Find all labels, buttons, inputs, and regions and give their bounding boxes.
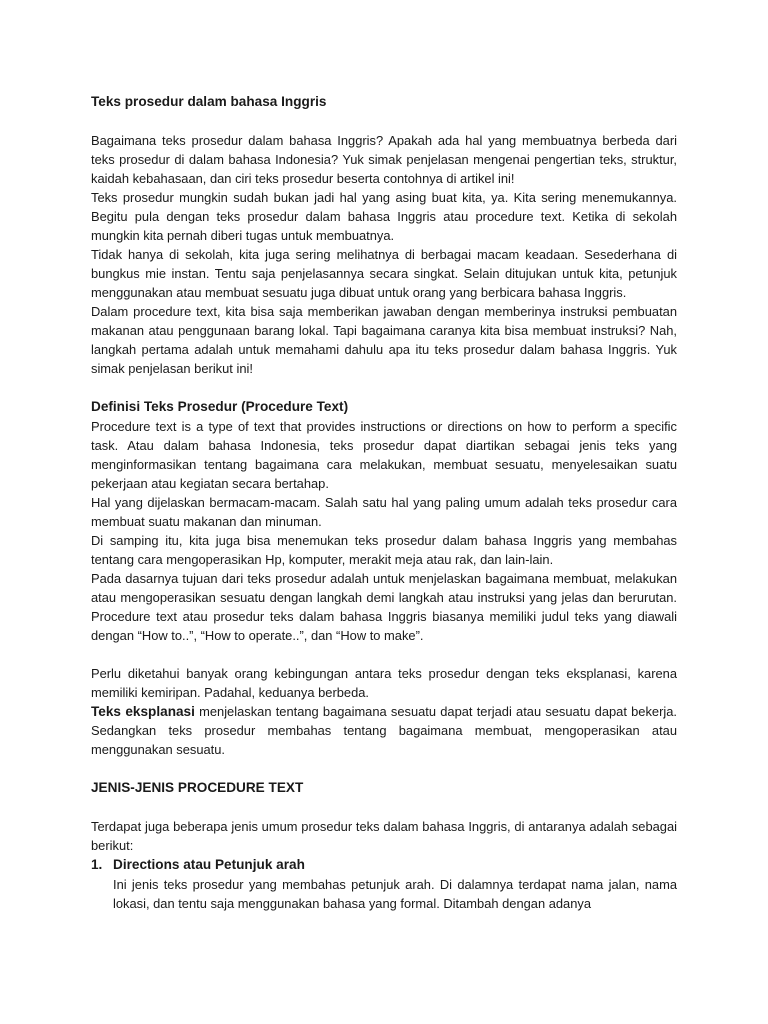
- intro-paragraph-1: Bagaimana teks prosedur dalam bahasa Inggris? Apakah ada hal yang membuatnya berbeda dari teks prosedur di dalam bahasa Indonesia? Yuk simak penjelasan mengenai pengertian teks, struktur, kaidah kebahasaan, dan ciri teks prosedur beserta contohnya di artikel ini!: [91, 133, 677, 186]
- list-item: [91, 855, 677, 913]
- types-heading: JENIS-JENIS PROCEDURE TEXT: [91, 780, 304, 795]
- spacer: [91, 378, 677, 397]
- intro-paragraph-4: Dalam procedure text, kita bisa saja memberikan jawaban dengan memberinya instruksi pembuatan makanan atau penggunaan barang lokal. Tapi bagaimana caranya kita bisa membuat instruksi? Nah, langkah pertama adalah untuk memahami dahulu apa itu teks prosedur dalam bahasa Inggris. Yuk simak penjelasan berikut ini!: [91, 304, 677, 376]
- spacer: [91, 112, 677, 131]
- comparison-paragraph: [91, 702, 677, 759]
- document-page: [91, 92, 677, 1024]
- comparison-text: menjelaskan tentang bagaimana sesuatu dapat terjadi atau sesuatu dapat bekerja. Sedangkan teks prosedur membahas tentang bagaimana membuat, mengoperasikan atau menggunakan sesuatu.: [91, 704, 677, 757]
- comparison-intro: Perlu diketahui banyak orang kebingungan antara teks prosedur dengan teks eksplanasi, karena memiliki kemiripan. Padahal, keduanya berbeda.: [91, 666, 677, 700]
- document-body: [91, 92, 677, 913]
- intro-paragraph-2: Teks prosedur mungkin sudah bukan jadi hal yang asing buat kita, ya. Kita sering menemukannya. Begitu pula dengan teks prosedur dalam bahasa Inggris atau procedure text. Ketika di sekolah mungkin kita pernah diberi tugas untuk membuatnya.: [91, 190, 677, 243]
- types-intro: Terdapat juga beberapa jenis umum prosedur teks dalam bahasa Inggris, di antaranya adalah sebagai berikut:: [91, 819, 677, 853]
- types-list: [91, 855, 677, 913]
- spacer: [91, 645, 677, 664]
- spacer: [91, 798, 677, 817]
- definition-paragraph-3: Di samping itu, kita juga bisa menemukan teks prosedur dalam bahasa Inggris yang membahas tentang cara mengoperasikan Hp, komputer, merakit meja atau rak, dan lain-lain.: [91, 533, 677, 567]
- list-item-title: Directions atau Petunjuk arah: [113, 857, 305, 872]
- list-item-text: Ini jenis teks prosedur yang membahas petunjuk arah. Di dalamnya terdapat nama jalan, nama lokasi, dan tentu saja menggunakan bahasa yang formal. Ditambah dengan adanya: [113, 877, 677, 911]
- definition-paragraph-1: Procedure text is a type of text that provides instructions or directions on how to perform a specific task. Atau dalam bahasa Indonesia, teks prosedur dapat diartikan sebagai jenis teks yang menginformasikan tentang bagaimana cara melakukan, membuat sesuatu, menyelesaikan suatu pekerjaan atau kegiatan secara bertahap.: [91, 419, 677, 491]
- comparison-bold-term: Teks eksplanasi: [91, 704, 195, 719]
- definition-paragraph-4: Pada dasarnya tujuan dari teks prosedur adalah untuk menjelaskan bagaimana membuat, melakukan atau mengoperasikan sesuatu dengan langkah demi langkah atau instruksi yang jelas dan berurutan. Procedure text atau prosedur teks dalam bahasa Inggris biasanya memiliki judul teks yang diawali dengan “How to..”, “How to operate..”, dan “How to make”.: [91, 571, 677, 643]
- page-title: Teks prosedur dalam bahasa Inggris: [91, 94, 327, 109]
- definition-heading: Definisi Teks Prosedur (Procedure Text): [91, 399, 349, 414]
- list-item-number: 1.: [91, 857, 103, 872]
- spacer: [91, 759, 677, 778]
- intro-paragraph-3: Tidak hanya di sekolah, kita juga sering melihatnya di berbagai macam keadaan. Sesederhana di bungkus mie instan. Tentu saja penjelasannya secara singkat. Selain ditujukan untuk kita, petunjuk menggunakan atau membuat sesuatu juga dibuat untuk orang yang berbicara bahasa Inggris.: [91, 247, 677, 300]
- definition-paragraph-2: Hal yang dijelaskan bermacam-macam. Salah satu hal yang paling umum adalah teks prosedur cara membuat suatu makanan dan minuman.: [91, 495, 677, 529]
